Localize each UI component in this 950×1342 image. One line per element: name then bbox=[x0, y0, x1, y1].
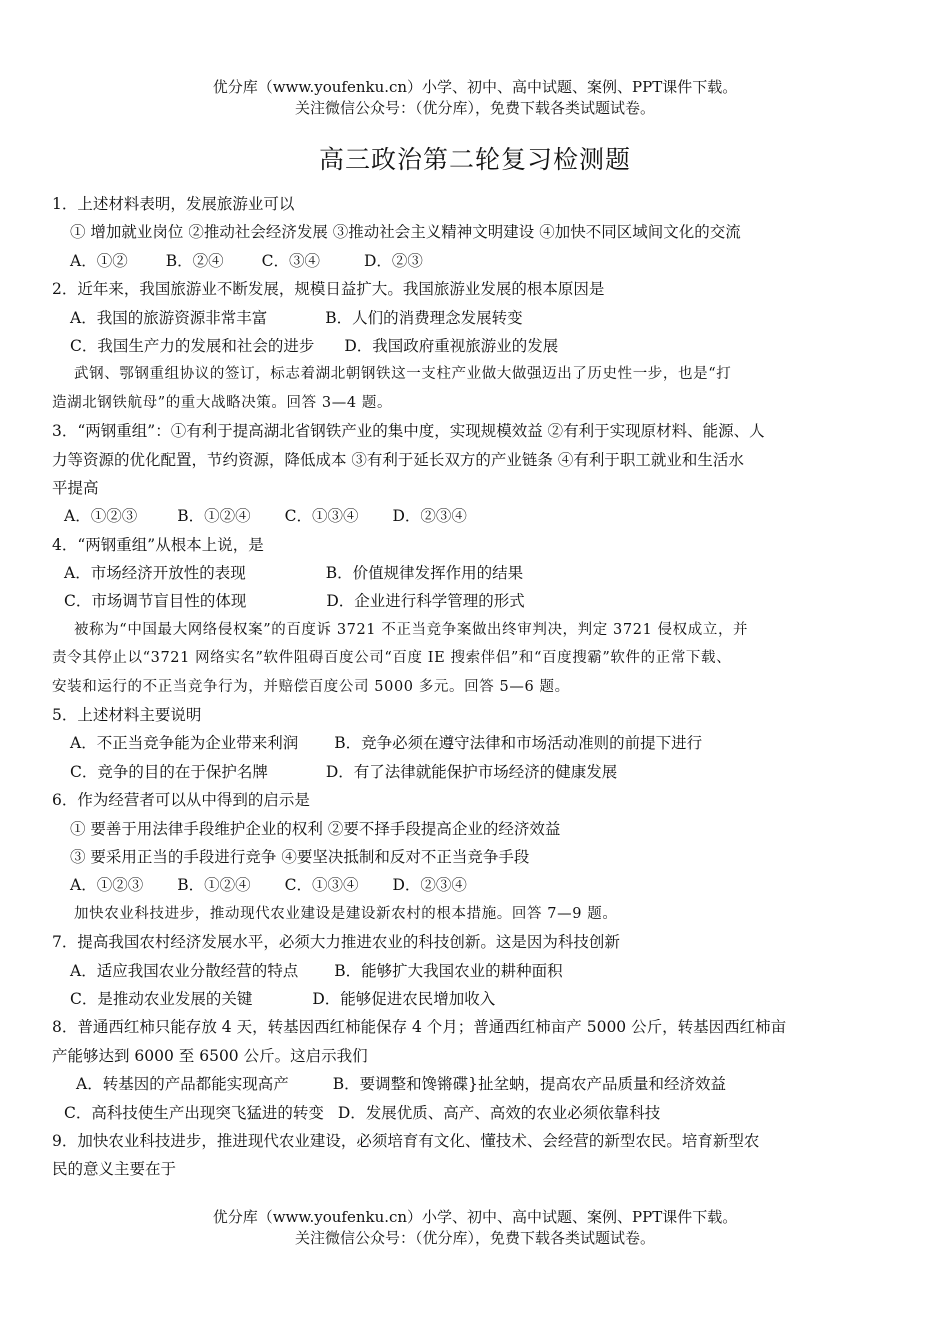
q5-option-b: B．竞争必须在遵守法律和市场活动准则的前提下进行 bbox=[334, 734, 703, 753]
q4-option-d: D．企业进行科学管理的形式 bbox=[326, 592, 525, 611]
footer-line-2: 关注微信公众号：（优分库），免费下载各类试题试卷。 bbox=[294, 1229, 655, 1247]
q6-items-1: ① 要善于用法律手段维护企业的权利 ②要不择手段提高企业的经济效益 bbox=[70, 819, 561, 838]
q5-option-d: D．有了法律就能保护市场经济的健康发展 bbox=[325, 762, 618, 781]
material-2-line-2: 责令其停止以“3721 网络实名”软件阻碍百度公司“百度 IE 搜索伴侣”和“百度搜霸”软件的正常下载、 bbox=[52, 650, 732, 667]
header-line-2: 关注微信公众号：（优分库），免费下载各类试题试卷。 bbox=[294, 99, 655, 117]
q4-options-row-2 bbox=[52, 587, 902, 615]
q3-options bbox=[52, 502, 902, 530]
q3-option-a: A．①②③ bbox=[64, 507, 138, 526]
q6-options bbox=[52, 871, 902, 899]
page-footer bbox=[0, 1207, 950, 1249]
q7-option-a: A．适应我国农业分散经营的特点 bbox=[70, 961, 299, 980]
q3-stem-line-3: 平提高 bbox=[52, 478, 99, 497]
q5-options-row-2 bbox=[52, 758, 902, 786]
q5-stem: 5．上述材料主要说明 bbox=[52, 706, 202, 725]
q4-options-row-1 bbox=[52, 559, 902, 587]
q5-options-row-1 bbox=[52, 729, 902, 757]
q1-option-c: C．③④ bbox=[261, 251, 320, 270]
q8-options-row-2 bbox=[52, 1099, 902, 1127]
q1-option-a: A．①② bbox=[70, 251, 128, 270]
q3-stem-line-1: 3．“两钢重组”：①有利于提高湖北省钢铁产业的集中度，实现规模效益 ②有利于实现原材料、能源、人 bbox=[52, 422, 765, 441]
page-header bbox=[0, 77, 950, 119]
q4-option-a: A．市场经济开放性的表现 bbox=[64, 564, 246, 583]
q4-option-c: C．市场调节盲目性的体现 bbox=[64, 592, 247, 611]
q7-option-d: D．能够促进农民增加收入 bbox=[312, 989, 496, 1008]
question-body bbox=[52, 190, 902, 1184]
q6-stem: 6．作为经营者可以从中得到的启示是 bbox=[52, 791, 310, 810]
q1-options bbox=[52, 247, 902, 275]
q3-option-c: C．①③④ bbox=[284, 507, 359, 526]
q9-stem-line-2: 民的意义主要在于 bbox=[52, 1160, 177, 1179]
material-3-line-1: 加快农业科技进步，推动现代农业建设是建设新农村的根本措施。回答 7—9 题。 bbox=[74, 905, 618, 922]
material-2-line-3: 安装和运行的不正当竞争行为，并赔偿百度公司 5000 多元。回答 5—6 题。 bbox=[52, 678, 570, 695]
q4-option-b: B．价值规律发挥作用的结果 bbox=[325, 564, 524, 583]
q2-option-a: A．我国的旅游资源非常丰富 bbox=[70, 308, 268, 327]
q6-items-2: ③ 要采用正当的手段进行竞争 ④要坚决抵制和反对不正当竞争手段 bbox=[70, 847, 530, 866]
q1-option-d: D．②③ bbox=[363, 251, 423, 270]
q8-option-d: D．发展优质、高产、高效的农业必须依靠科技 bbox=[337, 1103, 661, 1122]
q2-option-b: B．人们的消费理念发展转变 bbox=[325, 308, 523, 327]
q8-option-c: C．高科技使生产出现突飞猛进的转变 bbox=[64, 1103, 324, 1122]
q7-option-c: C．是推动农业发展的关键 bbox=[70, 989, 253, 1008]
footer-line-1: 优分库（www.youfenku.cn）小学、初中、高中试题、案例、PPT课件下载。 bbox=[212, 1208, 738, 1226]
q2-options-row-2 bbox=[52, 332, 902, 360]
q8-stem-line-2: 产能够达到 6000 至 6500 公斤。这启示我们 bbox=[52, 1046, 368, 1065]
q1-stem: 1．上述材料表明，发展旅游业可以 bbox=[52, 195, 295, 213]
q3-option-b: B．①②④ bbox=[177, 507, 251, 526]
q7-option-b: B．能够扩大我国农业的耕种面积 bbox=[334, 961, 563, 980]
q8-option-a: A．转基因的产品都能实现高产 bbox=[76, 1075, 289, 1094]
q8-options-row-1 bbox=[52, 1070, 902, 1098]
q1-option-b: B．②④ bbox=[165, 251, 224, 270]
q2-option-d: D．我国政府重视旅游业的发展 bbox=[344, 336, 559, 355]
q6-option-d: D．②③④ bbox=[392, 876, 467, 895]
q1-items: ① 增加就业岗位 ②推动社会经济发展 ③推动社会主义精神文明建设 ④加快不同区域间文化的交流 bbox=[70, 223, 741, 242]
q2-options-row-1 bbox=[52, 304, 902, 332]
q6-option-c: C．①③④ bbox=[284, 876, 359, 895]
q7-options-row-1 bbox=[52, 957, 902, 985]
q4-stem: 4．“两钢重组”从根本上说，是 bbox=[52, 535, 264, 554]
q8-stem-line-1: 8．普通西红柿只能存放 4 天，转基因西红柿能保存 4 个月；普通西红柿亩产 5000 公斤，转基因西红柿亩 bbox=[52, 1018, 787, 1037]
material-1-line-1: 武钢、鄂钢重组协议的签订，标志着湖北朝钢铁这一支柱产业做大做强迈出了历史性一步，也是“打 bbox=[74, 366, 732, 383]
header-line-1: 优分库（www.youfenku.cn）小学、初中、高中试题、案例、PPT课件下载。 bbox=[212, 78, 738, 96]
q9-stem-line-1: 9．加快农业科技进步，推进现代农业建设，必须培育有文化、懂技术、会经营的新型农民。培育新型农 bbox=[52, 1131, 760, 1150]
page-title: 高三政治第二轮复习检测题 bbox=[318, 145, 631, 174]
q2-option-c: C．我国生产力的发展和社会的进步 bbox=[70, 336, 315, 355]
q3-stem-line-2: 力等资源的优化配置，节约资源，降低成本 ③有利于延长双方的产业链条 ④有利于职工就业和生活水 bbox=[52, 450, 744, 469]
q3-option-d: D．②③④ bbox=[392, 507, 467, 526]
q5-option-a: A．不正当竞争能为企业带来利润 bbox=[70, 734, 299, 753]
material-2-line-1: 被称为“中国最大网络侵权案”的百度诉 3721 不正当竞争案做出终审判决，判定 3721 侵权成立，并 bbox=[74, 621, 749, 638]
material-1-line-2: 造湖北钢铁航母”的重大战略决策。回答 3—4 题。 bbox=[52, 394, 393, 411]
q2-stem: 2．近年来，我国旅游业不断发展，规模日益扩大。我国旅游业发展的根本原因是 bbox=[52, 280, 605, 299]
q6-option-a: A．①②③ bbox=[70, 876, 144, 895]
q8-option-b: B．要调整和馋锵碟}扯坌蚋，提高农产品质量和经济效益 bbox=[332, 1075, 726, 1094]
q5-option-c: C．竞争的目的在于保护名牌 bbox=[70, 762, 268, 781]
q6-option-b: B．①②④ bbox=[177, 876, 251, 895]
q7-stem: 7．提高我国农村经济发展水平，必须大力推进农业的科技创新。这是因为科技创新 bbox=[52, 933, 620, 952]
q7-options-row-2 bbox=[52, 985, 902, 1013]
